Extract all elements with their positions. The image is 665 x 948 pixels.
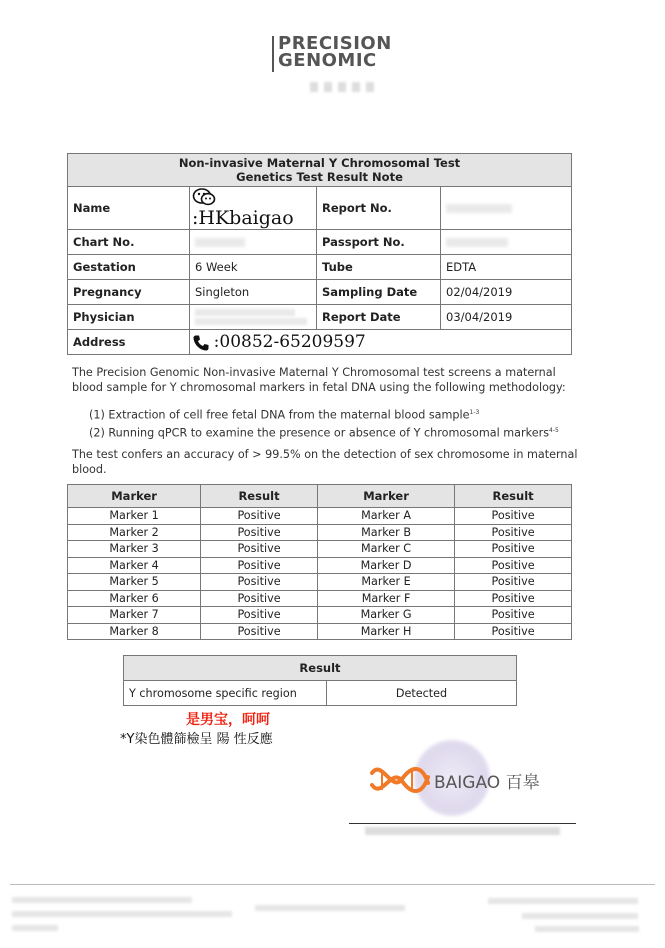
signature-caption-blurred bbox=[365, 827, 560, 835]
footer-website bbox=[255, 905, 405, 911]
passport-no-label: Passport No. bbox=[317, 230, 441, 255]
tube-value: EDTA bbox=[441, 255, 572, 280]
marker-result-cell: Positive bbox=[201, 524, 318, 541]
overlay-note-black: *Y染色體篩檢呈 陽 性反應 bbox=[120, 732, 273, 747]
marker-name-cell: Marker F bbox=[317, 590, 454, 607]
phone-icon bbox=[192, 336, 214, 350]
gestation-value: 6 Week bbox=[190, 255, 317, 280]
marker-result-cell: Positive bbox=[455, 607, 572, 624]
marker-name-cell: Marker B bbox=[317, 524, 454, 541]
marker-result-cell: Positive bbox=[201, 607, 318, 624]
table-row bbox=[68, 607, 572, 624]
marker-result-cell: Positive bbox=[201, 541, 318, 558]
physician-value bbox=[190, 305, 317, 330]
method-step-1 bbox=[89, 405, 559, 423]
logo-line1: PRECISION bbox=[278, 33, 392, 54]
marker-name-cell: Marker 4 bbox=[68, 557, 201, 574]
footer-rule bbox=[10, 884, 655, 885]
marker-table-header bbox=[68, 485, 572, 508]
marker-table-body bbox=[68, 508, 572, 640]
footer-addr-2 bbox=[12, 911, 232, 917]
footer-phone bbox=[488, 898, 638, 904]
physician-label: Physician bbox=[68, 305, 190, 330]
report-title-line1: Non-invasive Maternal Y Chromosomal Test bbox=[178, 156, 461, 170]
table-row bbox=[68, 541, 572, 558]
method-step-1-text: (1) Extraction of cell free fetal DNA from the maternal blood sample bbox=[89, 408, 470, 422]
table-row bbox=[68, 508, 572, 525]
method-step-2-ref: 4-5 bbox=[549, 426, 559, 434]
signature-line bbox=[349, 823, 576, 824]
intro-paragraph: The Precision Genomic Non-invasive Maternal Y Chromosomal test screens a maternal blood sample for Y chromosomal markers in fetal DNA using the following methodology: bbox=[72, 366, 566, 394]
marker-name-cell: Marker E bbox=[317, 574, 454, 591]
marker-col-header: Marker bbox=[317, 485, 454, 508]
report-no-value bbox=[441, 187, 572, 230]
marker-result-cell: Positive bbox=[455, 508, 572, 525]
result-summary-header: Result bbox=[124, 656, 517, 681]
methodology-list bbox=[89, 405, 559, 440]
report-title-line2: Genetics Test Result Note bbox=[236, 170, 403, 184]
table-row bbox=[68, 590, 572, 607]
marker-table bbox=[67, 484, 572, 640]
footer-email bbox=[522, 913, 638, 919]
table-row bbox=[68, 574, 572, 591]
baigao-brand bbox=[368, 763, 558, 797]
chart-no-value bbox=[190, 230, 317, 255]
chart-no-redacted bbox=[195, 238, 245, 247]
marker-result-cell: Positive bbox=[201, 590, 318, 607]
table-row bbox=[68, 623, 572, 640]
report-title bbox=[68, 154, 572, 187]
chart-no-label: Chart No. bbox=[68, 230, 190, 255]
baigao-chinese: 百皋 bbox=[505, 773, 540, 793]
tube-label: Tube bbox=[317, 255, 441, 280]
marker-result-cell: Positive bbox=[455, 623, 572, 640]
wechat-icon bbox=[192, 190, 216, 204]
footer-addr-1 bbox=[12, 897, 192, 903]
marker-result-cell: Positive bbox=[455, 590, 572, 607]
marker-name-cell: Marker 6 bbox=[68, 590, 201, 607]
sampling-date-label: Sampling Date bbox=[317, 280, 441, 305]
wechat-id-overlay: :HKbaigao bbox=[192, 207, 294, 229]
y-region-label: Y chromosome specific region bbox=[124, 681, 327, 706]
accuracy-statement: The test confers an accuracy of > 99.5% on the detection of sex chromosome in maternal blood. bbox=[72, 448, 578, 476]
pregnancy-value: Singleton bbox=[190, 280, 317, 305]
marker-name-cell: Marker D bbox=[317, 557, 454, 574]
footer-form-no bbox=[535, 926, 639, 932]
marker-name-cell: Marker 5 bbox=[68, 574, 201, 591]
overlay-note-red: 是男宝，呵呵 bbox=[186, 712, 270, 728]
marker-name-cell: Marker C bbox=[317, 541, 454, 558]
report-no-label: Report No. bbox=[317, 187, 441, 230]
marker-name-cell: Marker 3 bbox=[68, 541, 201, 558]
marker-result-cell: Positive bbox=[201, 623, 318, 640]
table-row bbox=[68, 524, 572, 541]
marker-name-cell: Marker A bbox=[317, 508, 454, 525]
gestation-label: Gestation bbox=[68, 255, 190, 280]
marker-col-header: Marker bbox=[68, 485, 201, 508]
marker-name-cell: Marker 7 bbox=[68, 607, 201, 624]
passport-no-value bbox=[441, 230, 572, 255]
marker-col-header: Result bbox=[201, 485, 318, 508]
baigao-text bbox=[434, 768, 540, 793]
dna-helix-icon bbox=[368, 763, 432, 797]
physician-redacted-1 bbox=[195, 309, 295, 316]
baigao-name: BAIGAO bbox=[434, 773, 501, 793]
pregnancy-label: Pregnancy bbox=[68, 280, 190, 305]
marker-result-cell: Positive bbox=[455, 541, 572, 558]
marker-name-cell: Marker H bbox=[317, 623, 454, 640]
physician-redacted-2 bbox=[195, 318, 307, 325]
marker-result-cell: Positive bbox=[455, 524, 572, 541]
passport-no-redacted bbox=[446, 238, 508, 247]
phone-overlay: :00852-65209597 bbox=[213, 331, 366, 352]
address-value bbox=[190, 330, 572, 355]
marker-result-cell: Positive bbox=[201, 574, 318, 591]
marker-result-cell: Positive bbox=[201, 557, 318, 574]
precision-genomic-logo bbox=[270, 32, 410, 102]
name-value bbox=[190, 187, 317, 230]
y-region-value: Detected bbox=[327, 681, 517, 706]
method-step-2-text: (2) Running qPCR to examine the presence or absence of Y chromosomal markers bbox=[89, 426, 550, 440]
address-label: Address bbox=[68, 330, 190, 355]
result-summary-table bbox=[123, 655, 517, 706]
marker-col-header: Result bbox=[455, 485, 572, 508]
method-step-2 bbox=[89, 423, 559, 441]
report-no-redacted bbox=[446, 204, 512, 213]
table-row bbox=[68, 557, 572, 574]
sampling-date-value: 02/04/2019 bbox=[441, 280, 572, 305]
marker-name-cell: Marker 2 bbox=[68, 524, 201, 541]
report-date-label: Report Date bbox=[317, 305, 441, 330]
name-label: Name bbox=[68, 187, 190, 230]
method-step-1-ref: 1-3 bbox=[469, 409, 480, 416]
marker-name-cell: Marker 1 bbox=[68, 508, 201, 525]
logo-line2: GENOMIC bbox=[278, 50, 377, 71]
marker-result-cell: Positive bbox=[455, 574, 572, 591]
logo-subtitle-blurred bbox=[310, 82, 380, 92]
marker-result-cell: Positive bbox=[455, 557, 572, 574]
marker-result-cell: Positive bbox=[201, 508, 318, 525]
marker-name-cell: Marker 8 bbox=[68, 623, 201, 640]
patient-info-table bbox=[67, 153, 572, 355]
logo-bar bbox=[272, 36, 274, 72]
footer-code bbox=[12, 925, 58, 931]
marker-name-cell: Marker G bbox=[317, 607, 454, 624]
report-date-value: 03/04/2019 bbox=[441, 305, 572, 330]
